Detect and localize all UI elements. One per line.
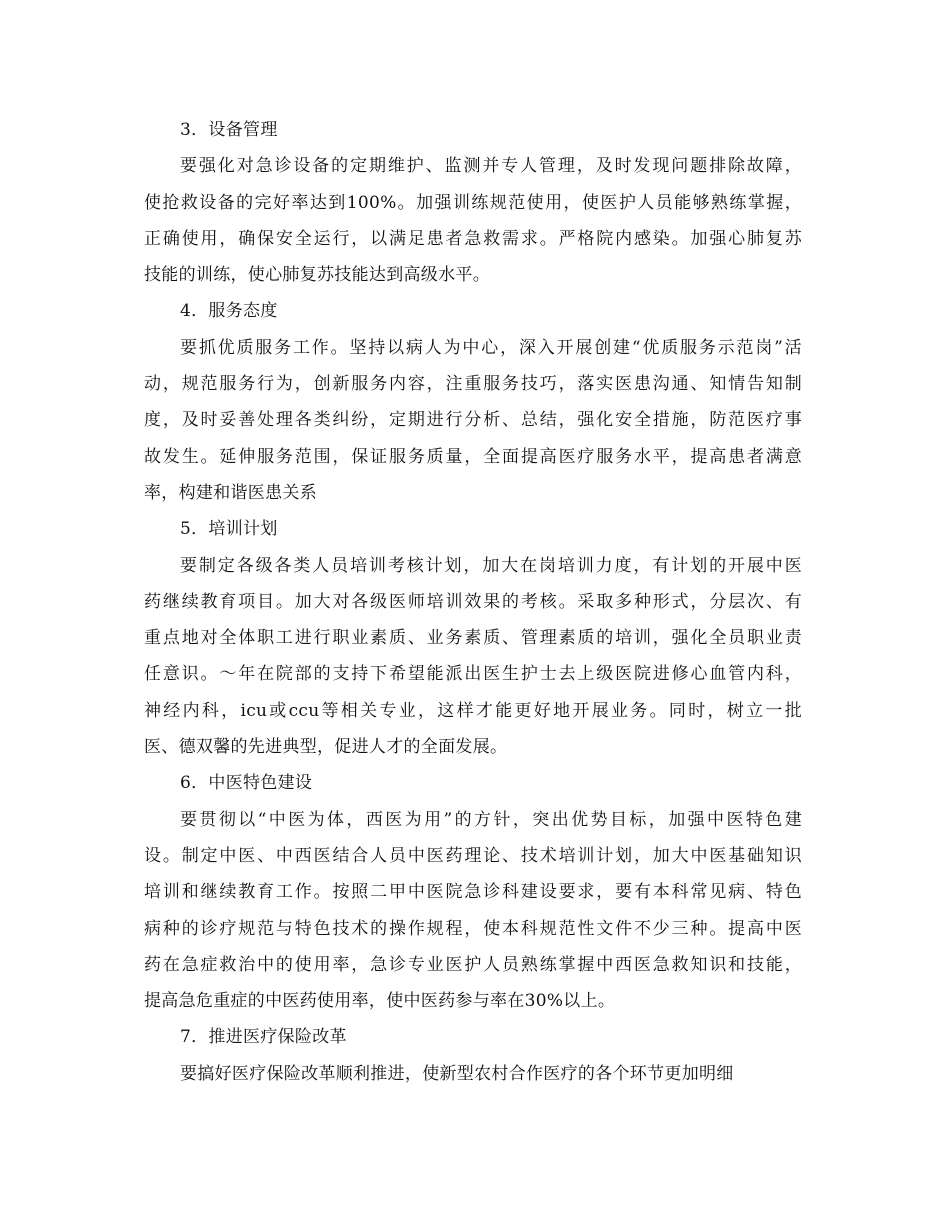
paragraph-line: 正确使用，确保安全运行，以满足患者急救需求。严格院内感染。加强心肺复苏 [144, 228, 802, 249]
section-paragraph [144, 802, 802, 1020]
document-body [144, 112, 802, 1092]
section-heading: 7．推进医疗保险改革 [180, 1027, 347, 1048]
paragraph-line: 要抓优质服务工作。坚持以病人为中心，深入开展创建“优质服务示范岗”活 [180, 337, 802, 358]
paragraph-line: 技能的训练，使心肺复苏技能达到高级水平。 [144, 265, 490, 286]
section-paragraph [144, 148, 802, 293]
paragraph-line: 药在急症救治中的使用率，急诊专业医护人员熟练掌握中西医急救知识和技能， [144, 954, 802, 975]
paragraph-line: 动，规范服务行为，创新服务内容，注重服务技巧，落实医患沟通、知情告知制 [144, 374, 802, 395]
paragraph-line: 培训和继续教育工作。按照二甲中医院急诊科建设要求，要有本科常见病、特色 [144, 882, 802, 903]
paragraph-line: 要贯彻以“中医为体，西医为用”的方针，突出优势目标，加强中医特色建 [180, 809, 802, 830]
paragraph-line: 任意识。～年在院部的支持下希望能派出医生护士去上级医院进修心血管内科， [144, 664, 802, 685]
paragraph-line: 医、德双馨的先进典型，促进人才的全面发展。 [144, 737, 508, 758]
paragraph-line: 病种的诊疗规范与特色技术的操作规程，使本科规范性文件不少三种。提高中医 [144, 918, 802, 939]
paragraph-line: 设。制定中医、中西医结合人员中医药理论、技术培训计划，加大中医基础知识 [144, 845, 802, 866]
paragraph-line: 要强化对急诊设备的定期维护、监测并专人管理，及时发现问题排除故障， [180, 156, 802, 177]
section-heading: 3．设备管理 [180, 120, 278, 140]
paragraph-line: 率，构建和谐医患关系 [144, 482, 317, 503]
paragraph-line: 重点地对全体职工进行职业素质、业务素质、管理素质的培训，强化全员职业责 [144, 628, 802, 649]
section-paragraph [144, 330, 802, 511]
section-heading: 6．中医特色建设 [180, 773, 313, 794]
section-heading: 5．培训计划 [180, 519, 278, 540]
paragraph-line: 神经内科，icu或ccu等相关专业，这样才能更好地开展业务。同时，树立一批 [144, 700, 802, 721]
paragraph-line: 故发生。延伸服务范围，保证服务质量，全面提高医疗服务水平，提高患者满意 [144, 446, 802, 467]
paragraph-line: 使抢救设备的完好率达到100%。加强训练规范使用，使医护人员能够熟练掌握， [144, 192, 802, 213]
paragraph-line: 要搞好医疗保险改革顺利推进，使新型农村合作医疗的各个环节更加明细 [180, 1063, 734, 1084]
paragraph-line: 度，及时妥善处理各类纠纷，定期进行分析、总结，强化安全措施，防范医疗事 [144, 410, 802, 431]
paragraph-line: 要制定各级各类人员培训考核计划，加大在岗培训力度，有计划的开展中医 [180, 555, 802, 576]
section-paragraph [144, 1056, 802, 1092]
section-heading: 4．服务态度 [180, 301, 278, 322]
paragraph-line: 药继续教育项目。加大对各级医师培训效果的考核。采取多种形式，分层次、有 [144, 591, 802, 612]
paragraph-line: 提高急危重症的中医药使用率，使中医药参与率在30%以上。 [144, 991, 616, 1012]
section-paragraph [144, 548, 802, 766]
